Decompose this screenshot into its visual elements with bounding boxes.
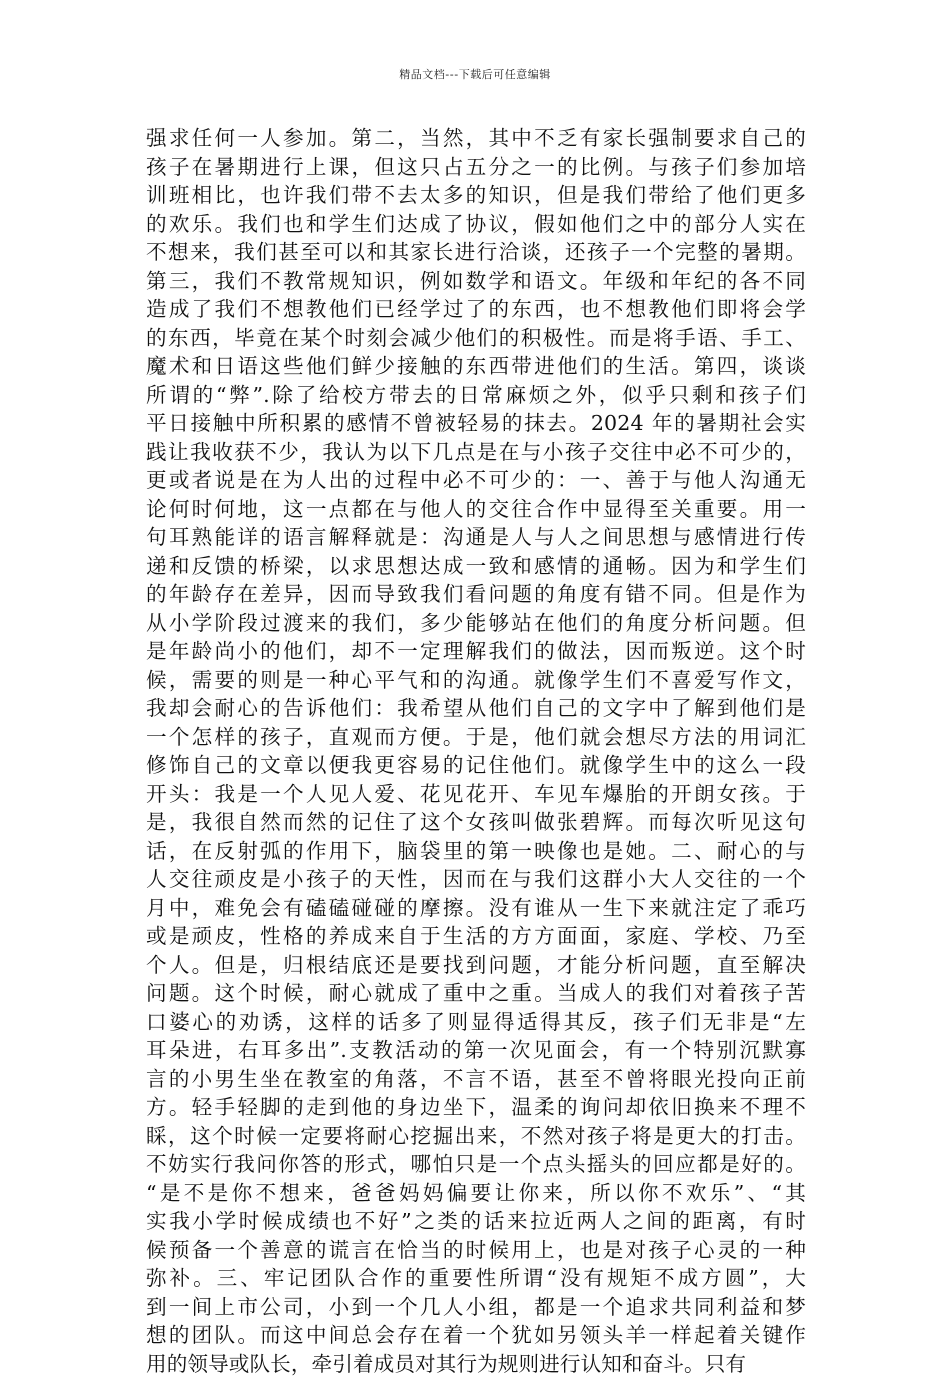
text-line: 的年龄存在差异，因而导致我们看问题的角度有错不同。但是作为 <box>146 580 806 609</box>
text-line: 一个怎样的孩子，直观而方便。于是，他们就会想尽方法的用词汇 <box>146 723 806 752</box>
text-line: 的欢乐。我们也和学生们达成了协议，假如他们之中的部分人实在 <box>146 210 806 239</box>
text-line: 所谓的“弊”.除了给校方带去的日常麻烦之外，似乎只剩和孩子们 <box>146 381 806 410</box>
text-line: 口婆心的劝诱，这样的话多了则显得适得其反，孩子们无非是“左 <box>146 1008 806 1037</box>
body-text <box>146 124 806 1378</box>
text-line: 方。轻手轻脚的走到他的身边坐下，温柔的询问却依旧换来不理不 <box>146 1093 806 1122</box>
page-header: 精品文档---下载后可任意编辑 <box>0 66 950 82</box>
text-line: “是不是你不想来，爸爸妈妈偏要让你来，所以你不欢乐”、“其 <box>146 1179 806 1208</box>
text-line: 我却会耐心的告诉他们：我希望从他们自己的文字中了解到他们是 <box>146 694 806 723</box>
text-line: 魔术和日语这些他们鲜少接触的东西带进他们的生活。第四，谈谈 <box>146 352 806 381</box>
text-line: 或是顽皮，性格的养成来自于生活的方方面面，家庭、学校、乃至 <box>146 922 806 951</box>
text-line: 更或者说是在为人出的过程中必不可少的：一、善于与他人沟通无 <box>146 466 806 495</box>
text-line: 候，需要的则是一种心平气和的沟通。就像学生们不喜爱写作文， <box>146 666 806 695</box>
text-line: 话，在反射弧的作用下，脑袋里的第一映像也是她。二、耐心的与 <box>146 837 806 866</box>
text-line: 不妨实行我问你答的形式，哪怕只是一个点头摇头的回应都是好的。 <box>146 1150 806 1179</box>
text-line: 不想来，我们甚至可以和其家长进行洽谈，还孩子一个完整的暑期。 <box>146 238 806 267</box>
text-line: 句耳熟能详的语言解释就是：沟通是人与人之间思想与感情进行传 <box>146 523 806 552</box>
text-line: 的东西，毕竟在某个时刻会减少他们的积极性。而是将手语、手工、 <box>146 324 806 353</box>
text-line: 到一间上市公司，小到一个几人小组，都是一个追求共同利益和梦 <box>146 1293 806 1322</box>
text-line: 造成了我们不想教他们已经学过了的东西，也不想教他们即将会学 <box>146 295 806 324</box>
text-line: 个人。但是，归根结底还是要找到问题，才能分析问题，直至解决 <box>146 951 806 980</box>
text-line: 月中，难免会有磕磕碰碰的摩擦。没有谁从一生下来就注定了乖巧 <box>146 894 806 923</box>
text-line: 是年龄尚小的他们，却不一定理解我们的做法，因而叛逆。这个时 <box>146 637 806 666</box>
text-line: 人交往顽皮是小孩子的天性，因而在与我们这群小大人交往的一个 <box>146 865 806 894</box>
text-line: 强求任何一人参加。第二，当然，其中不乏有家长强制要求自己的 <box>146 124 806 153</box>
text-line: 第三，我们不教常规知识，例如数学和语文。年级和年纪的各不同 <box>146 267 806 296</box>
text-line: 平日接触中所积累的感情不曾被轻易的抹去。2024 年的暑期社会实 <box>146 409 806 438</box>
text-line: 实我小学时候成绩也不好”之类的话来拉近两人之间的距离，有时 <box>146 1207 806 1236</box>
text-line: 从小学阶段过渡来的我们，多少能够站在他们的角度分析问题。但 <box>146 609 806 638</box>
text-line: 孩子在暑期进行上课，但这只占五分之一的比例。与孩子们参加培 <box>146 153 806 182</box>
text-line: 开头：我是一个人见人爱、花见花开、车见车爆胎的开朗女孩。于 <box>146 780 806 809</box>
text-line: 弥补。三、牢记团队合作的重要性所谓“没有规矩不成方圆”，大 <box>146 1264 806 1293</box>
text-line: 问题。这个时候，耐心就成了重中之重。当成人的我们对着孩子苦 <box>146 979 806 1008</box>
text-line: 耳朵进，右耳多出”.支教活动的第一次见面会，有一个特别沉默寡 <box>146 1036 806 1065</box>
text-line: 言的小男生坐在教室的角落，不言不语，甚至不曾将眼光投向正前 <box>146 1065 806 1094</box>
text-line: 践让我收获不少，我认为以下几点是在与小孩子交往中必不可少的， <box>146 438 806 467</box>
text-line: 候预备一个善意的谎言在恰当的时候用上，也是对孩子心灵的一种 <box>146 1236 806 1265</box>
text-line: 睬，这个时候一定要将耐心挖掘出来，不然对孩子将是更大的打击。 <box>146 1122 806 1151</box>
text-line: 用的领导或队长，牵引着成员对其行为规则进行认知和奋斗。只有 <box>146 1350 806 1378</box>
text-line: 是，我很自然而然的记住了这个女孩叫做张碧辉。而每次听见这句 <box>146 808 806 837</box>
text-line: 修饰自己的文章以便我更容易的记住他们。就像学生中的这么一段 <box>146 751 806 780</box>
text-line: 训班相比，也许我们带不去太多的知识，但是我们带给了他们更多 <box>146 181 806 210</box>
text-line: 论何时何地，这一点都在与他人的交往合作中显得至关重要。用一 <box>146 495 806 524</box>
text-line: 递和反馈的桥梁，以求思想达成一致和感情的通畅。因为和学生们 <box>146 552 806 581</box>
text-line: 想的团队。而这中间总会存在着一个犹如另领头羊一样起着关键作 <box>146 1321 806 1350</box>
